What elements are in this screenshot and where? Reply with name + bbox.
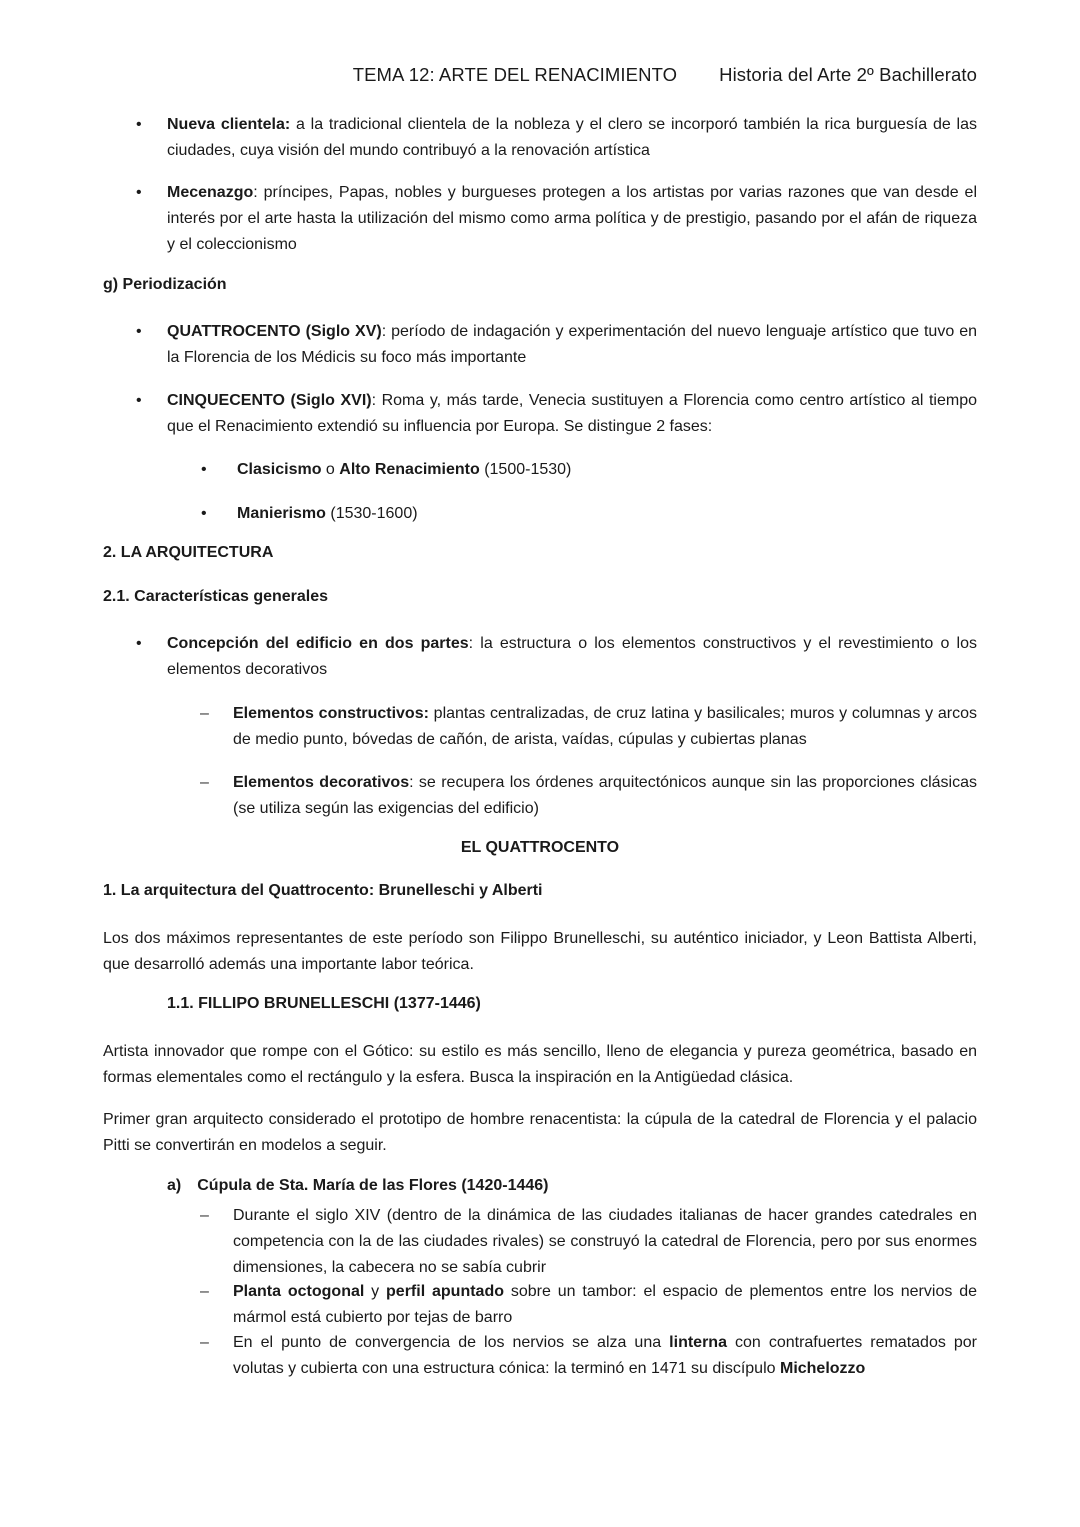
bullet-text: : la estructura o los elementos constructivos y el revestimiento o los elementos decorativos bbox=[167, 635, 977, 678]
dash-text: En el punto de convergencia de los nervios se alza una bbox=[233, 1334, 670, 1351]
header-subject: Historia del Arte 2º Bachillerato bbox=[719, 64, 977, 85]
brunelleschi-para-1: Artista innovador que rompe con el Gótico: su estilo es más sencillo, lleno de elegancia y pureza geométrica, basado en formas elementales como el rectángulo y la esfera. Busca la inspiración en la Antigüedad clásica. bbox=[103, 1043, 977, 1086]
dash-text: plantas centralizadas, de cruz latina y basilicales; muros y columnas y arcos de medio punto, bóvedas de cañón, de arista, vaídas, cúpulas y cubiertas planas bbox=[233, 705, 977, 748]
dash-term: Elementos decorativos bbox=[233, 774, 410, 791]
quattrocento-title: EL QUATTROCENTO bbox=[460, 839, 620, 856]
cupula-item-3 bbox=[233, 1330, 977, 1382]
dash-bold: Michelozzo bbox=[779, 1360, 866, 1377]
bullet-nueva-clientela bbox=[167, 112, 977, 164]
phase-dates: (1530-1600) bbox=[325, 505, 418, 522]
dash-text: y bbox=[364, 1283, 387, 1300]
phase-manierismo bbox=[237, 501, 977, 527]
bullet-cinquecento bbox=[167, 388, 977, 440]
bullet-term: Mecenazgo bbox=[167, 184, 254, 201]
page-header bbox=[353, 64, 977, 86]
bullet-term: CINQUECENTO (Siglo XVI) bbox=[167, 392, 372, 409]
quattrocento-heading: 1. La arquitectura del Quattrocento: Brunelleschi y Alberti bbox=[103, 882, 543, 899]
cupula-heading bbox=[167, 1177, 548, 1195]
phase-term-alt: Alto Renacimiento bbox=[339, 461, 480, 478]
bullet-term: Concepción del edificio en dos partes bbox=[167, 635, 469, 652]
quattrocento-intro: Los dos máximos representantes de este período son Filippo Brunelleschi, su auténtico iniciador, y Leon Battista Alberti, que desarrolló además una importante labor teórica. bbox=[103, 930, 977, 973]
bullet-concepcion bbox=[167, 631, 977, 683]
brunelleschi-para-2: Primer gran arquitecto considerado el prototipo de hombre renacentista: la cúpula de la catedral de Florencia y el palacio Pitti se convertirán en modelos a seguir. bbox=[103, 1111, 977, 1154]
header-title: TEMA 12: ARTE DEL RENACIMIENTO bbox=[352, 64, 678, 85]
caracteristicas-heading: 2.1. Características generales bbox=[103, 588, 329, 605]
cupula-title: Cúpula de Sta. María de las Flores (1420-1446) bbox=[197, 1177, 549, 1194]
phase-term: Manierismo bbox=[237, 505, 326, 522]
bullet-text: : príncipes, Papas, nobles y burgueses protegen a los artistas por varias razones que van desde el interés por el arte hasta la utilización del mismo como arma política y de prestigio, pasando por el afán de riqueza y el coleccionismo bbox=[167, 184, 977, 253]
cupula-item-2 bbox=[233, 1279, 977, 1331]
dash-text: : se recupera los órdenes arquitectónicos aunque sin las proporciones clásicas (se utiliza según las exigencias del edificio) bbox=[233, 774, 977, 817]
arquitectura-heading: 2. LA ARQUITECTURA bbox=[103, 544, 274, 561]
bullet-mecenazgo bbox=[167, 180, 977, 258]
phase-dates: (1500-1530) bbox=[479, 461, 572, 478]
bullet-text: a la tradicional clientela de la nobleza y el clero se incorporó también la rica burguesía de las ciudades, cuya visión del mundo contribuyó a la renovación artística bbox=[167, 116, 978, 159]
dash-text: sobre un tambor: el espacio de plementos entre los nervios de mármol está cubierto por tejas de barro bbox=[233, 1283, 977, 1326]
dash-bold: linterna bbox=[669, 1334, 727, 1351]
bullet-text: : período de indagación y experimentación del nuevo lenguaje artístico que tuvo en la Florencia de los Médicis su foco más importante bbox=[167, 323, 978, 366]
bullet-text: : Roma y, más tarde, Venecia sustituyen a Florencia como centro artístico al tiempo que el Renacimiento extendió su influencia por Europa. Se distingue 2 fases: bbox=[167, 392, 977, 435]
bullet-term: QUATTROCENTO (Siglo XV) bbox=[167, 323, 382, 340]
dash-text: con contrafuertes rematados por volutas y cubierta con una estructura cónica: la terminó en 1471 su discípulo bbox=[233, 1334, 977, 1377]
dash-elementos-constructivos bbox=[233, 701, 977, 753]
cupula-label: a) bbox=[167, 1177, 182, 1194]
dash-bold: Planta octogonal bbox=[233, 1283, 365, 1300]
dash-term: Elementos constructivos: bbox=[233, 705, 429, 722]
periodizacion-heading: g) Periodización bbox=[103, 276, 227, 293]
dash-bold: perfil apuntado bbox=[386, 1283, 504, 1300]
phase-term: Clasicismo bbox=[237, 461, 322, 478]
bullet-quattrocento bbox=[167, 319, 977, 371]
phase-clasicismo bbox=[237, 457, 977, 483]
brunelleschi-heading: 1.1. FILLIPO BRUNELLESCHI (1377-1446) bbox=[167, 995, 481, 1012]
phase-connector: o bbox=[321, 461, 340, 478]
bullet-term: Nueva clientela: bbox=[167, 116, 291, 133]
cupula-item-1: – Durante el siglo XIV (dentro de la dinámica de las ciudades italianas de hacer grandes catedrales en competencia con la de las ciudades rivales) se construyó la catedral de Florencia, pero por sus enormes dimensiones, la cabecera no se sabía cubrir bbox=[233, 1203, 977, 1281]
dash-elementos-decorativos bbox=[233, 770, 977, 822]
